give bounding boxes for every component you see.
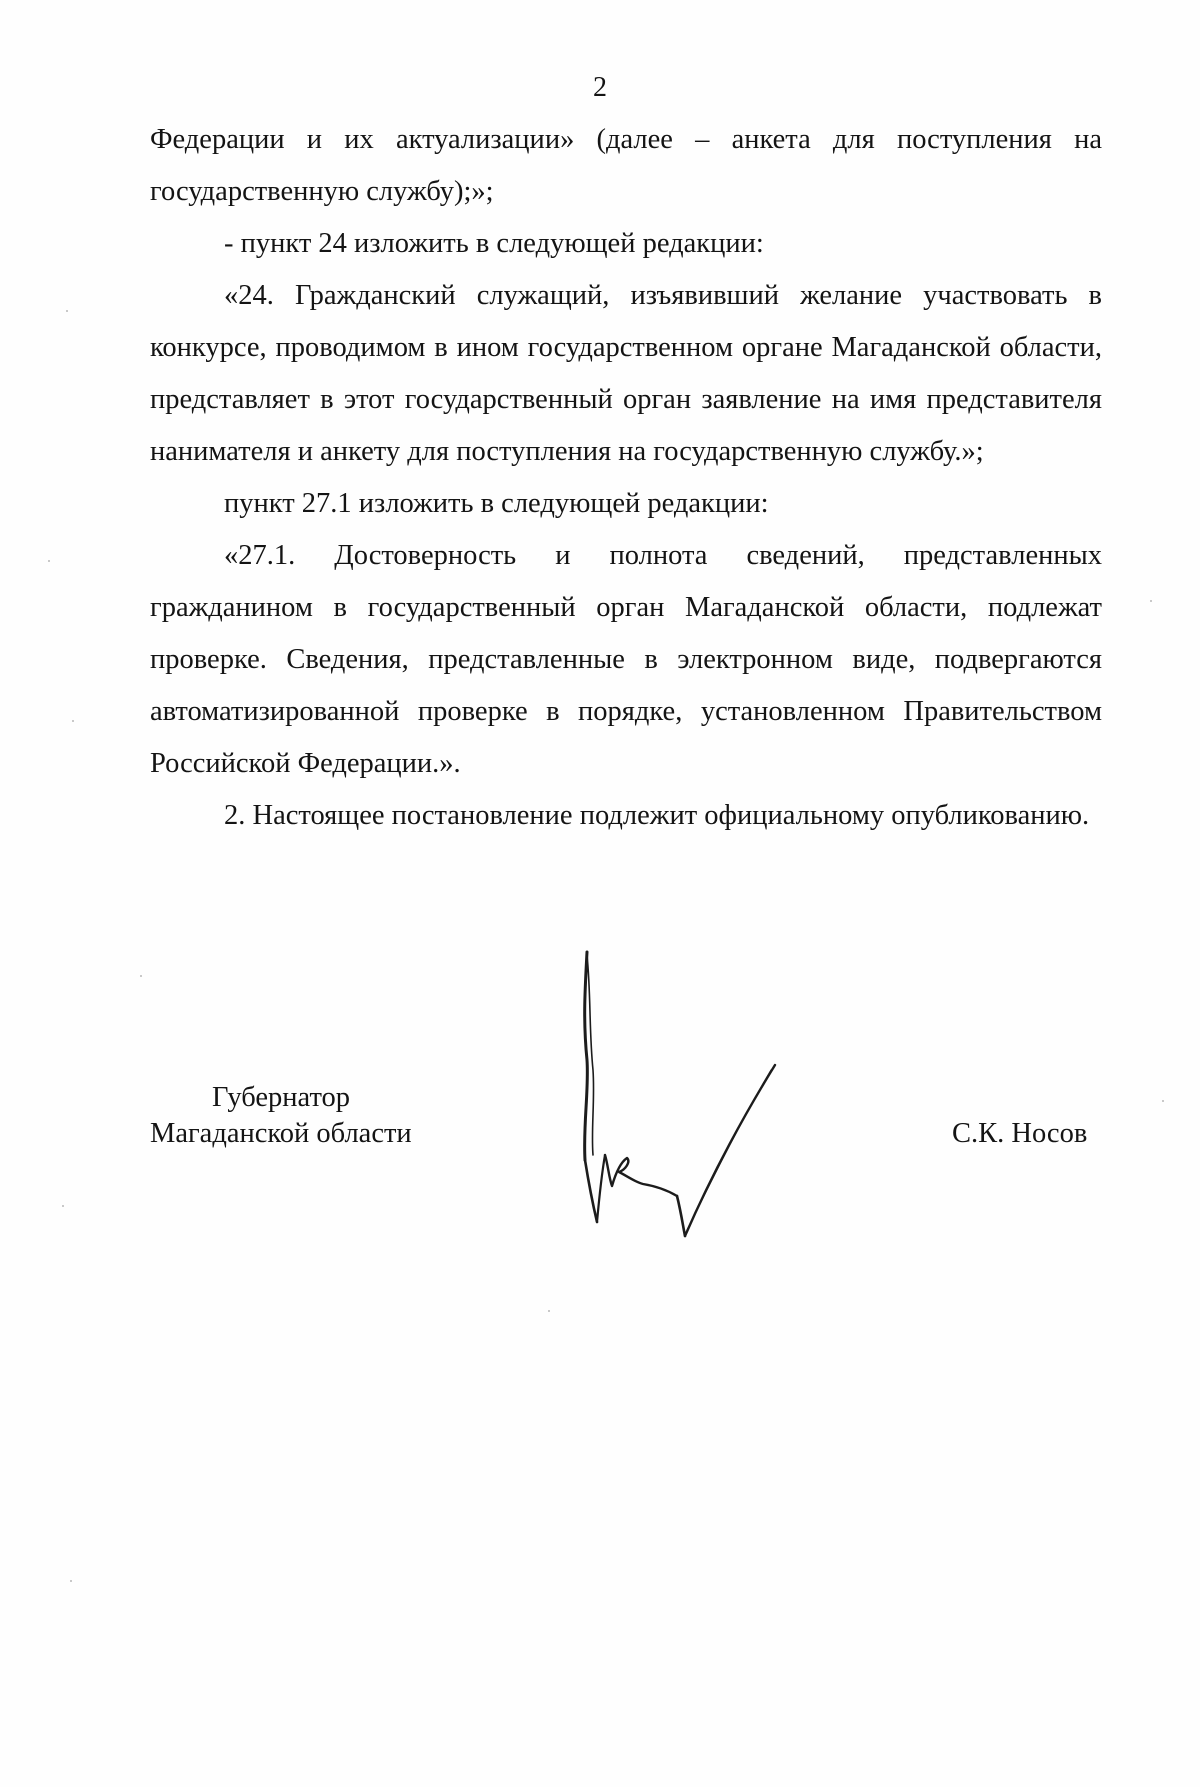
signer-title-line1: Губернатор bbox=[212, 1082, 351, 1113]
scan-speck bbox=[548, 1310, 550, 1312]
signature-icon bbox=[575, 950, 805, 1240]
paragraph-amend-point-27-1: пункт 27.1 изложить в следующей редакции: bbox=[224, 488, 769, 519]
scan-speck bbox=[66, 310, 68, 312]
signer-title bbox=[150, 1080, 412, 1152]
scan-speck bbox=[72, 720, 74, 722]
scan-speck bbox=[1150, 600, 1152, 602]
paragraph-point-24-text: «24. Гражданский служащий, изъявивший желание участвовать в конкурсе, проводимом в ином государственном органе Магаданской области, представляет в этот государственный орган заявление на имя представителя нанимателя и анкету для поступления на государственную службу.»; bbox=[150, 280, 1102, 467]
scan-speck bbox=[140, 975, 142, 977]
scan-speck bbox=[48, 560, 50, 562]
paragraph-continuation: Федерации и их актуализации» (далее – анкета для поступления на государственную службу);»; bbox=[150, 124, 1102, 207]
scan-speck bbox=[1162, 1100, 1164, 1102]
paragraph-publication: 2. Настоящее постановление подлежит официальному опубликованию. bbox=[224, 800, 1090, 831]
scan-speck bbox=[70, 1580, 72, 1582]
signer-title-line2: Магаданской области bbox=[150, 1118, 412, 1149]
paragraph-point-27-1-text: «27.1. Достоверность и полнота сведений, представленных гражданином в государственный орган Магаданской области, подлежат проверке. Сведения, представленные в электронном виде, подвергаются автоматизированной проверке в порядке, установленном Правительством Российской Федерации.». bbox=[150, 540, 1102, 779]
scan-speck bbox=[62, 1205, 64, 1207]
signer-name: С.К. Носов bbox=[952, 1118, 1088, 1149]
page-number: 2 bbox=[593, 72, 607, 103]
paragraph-amend-point-24: - пункт 24 изложить в следующей редакции: bbox=[224, 228, 764, 259]
